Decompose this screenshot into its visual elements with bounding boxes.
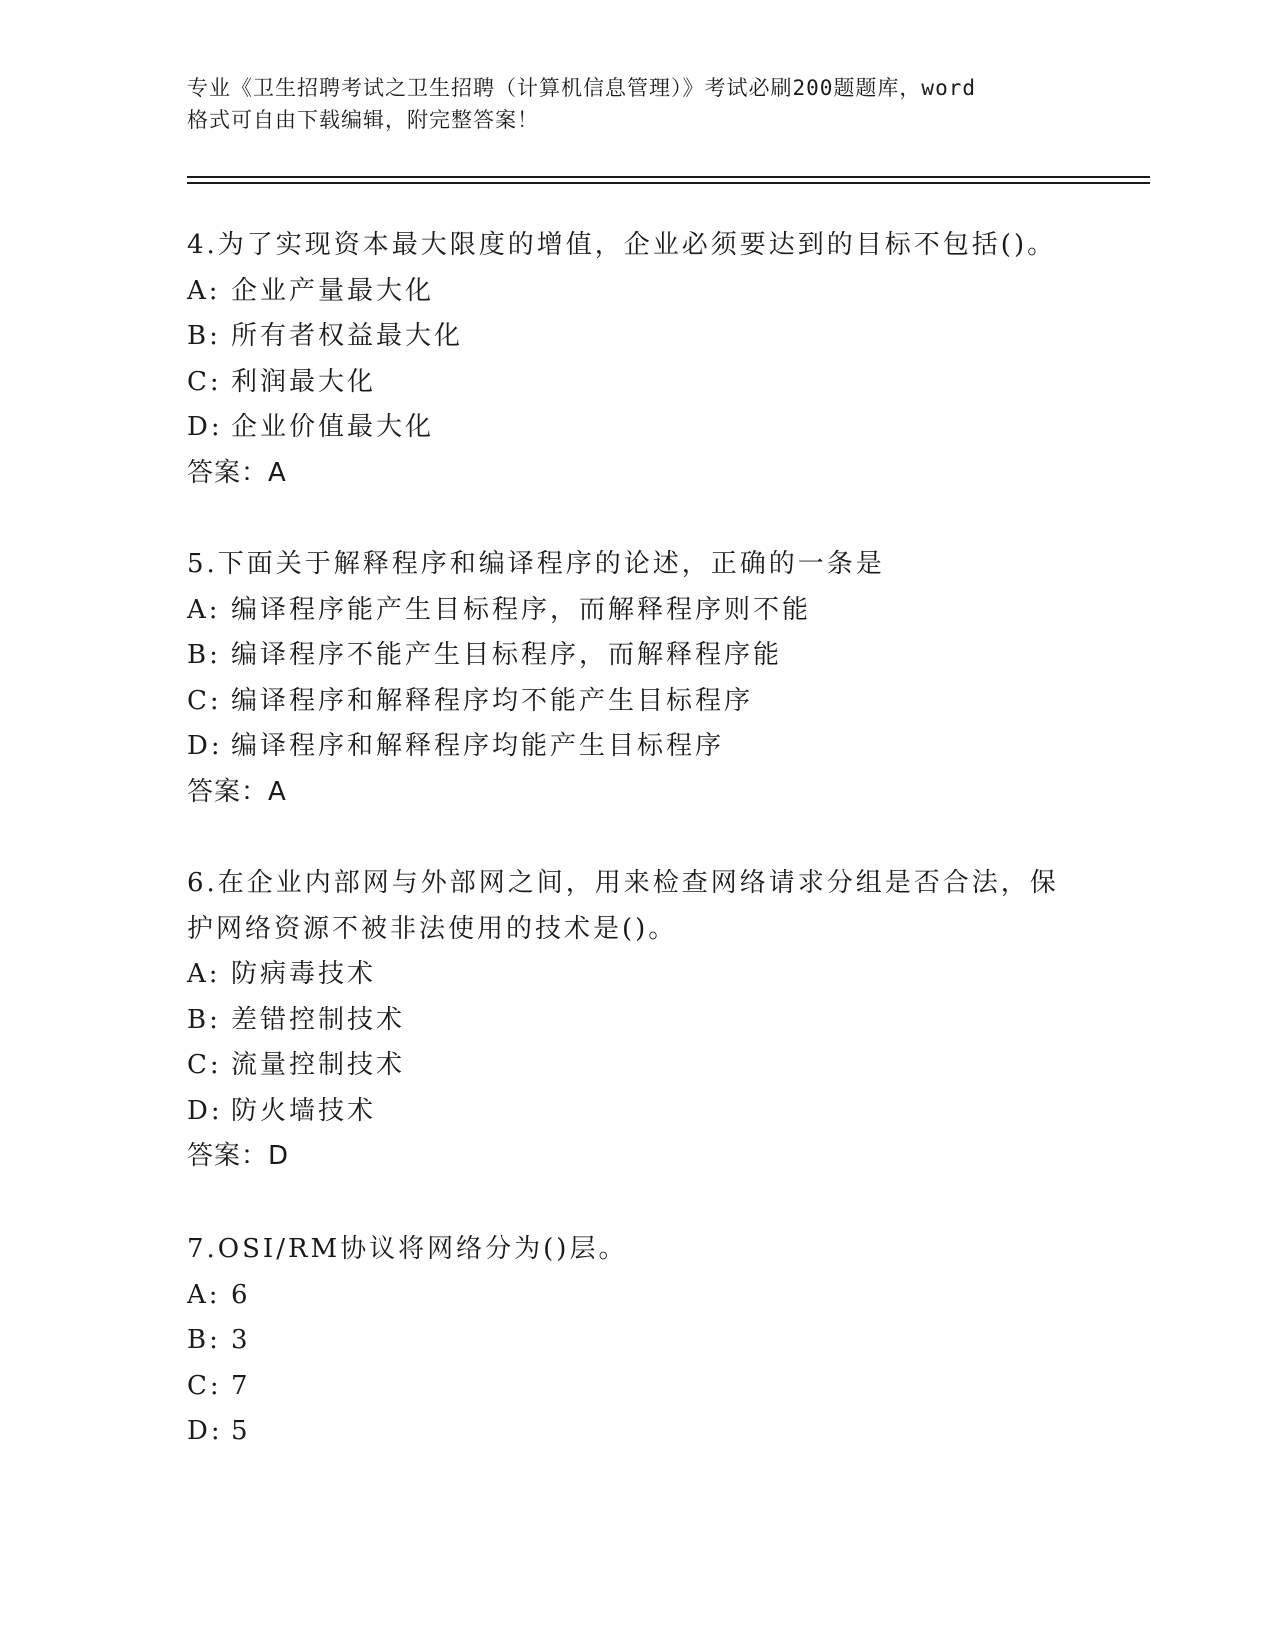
option-label: B: <box>187 1004 221 1035</box>
option-label: B: <box>187 640 221 670</box>
option-label: D: <box>187 1416 223 1446</box>
question-stem-line-2: 护网络资源不被非法使用的技术是()。 <box>187 913 678 944</box>
option-text: 7 <box>231 1370 251 1401</box>
question-stem: 5.下面关于解释程序和编译程序的论述，正确的一条是 <box>187 549 885 579</box>
option-text: 6 <box>231 1279 251 1310</box>
option-label: A: <box>187 959 221 989</box>
option-b <box>187 1318 1087 1364</box>
option-label: C: <box>187 366 222 397</box>
option-label: A: <box>187 275 221 306</box>
option-text: 防病毒技术 <box>231 959 377 989</box>
option-label: B: <box>187 1325 221 1355</box>
header-line-1: 专业《卫生招聘考试之卫生招聘（计算机信息管理）》考试必刷200题题库，word <box>187 76 976 100</box>
option-b <box>187 998 1087 1044</box>
option-text: 3 <box>231 1325 251 1355</box>
question-4 <box>187 223 1087 496</box>
option-b <box>187 314 1087 360</box>
option-text: 企业产量最大化 <box>231 275 435 306</box>
option-label: A: <box>187 594 221 625</box>
option-label: D: <box>187 1095 223 1126</box>
answer-line: 答案：A <box>187 457 287 488</box>
question-stem-line-1: 6.在企业内部网与外部网之间，用来检查网络请求分组是否合法，保 <box>187 868 1059 898</box>
option-text: 防火墙技术 <box>231 1095 377 1126</box>
option-c <box>187 1364 1087 1410</box>
option-label: D: <box>187 731 223 761</box>
header-divider-top <box>187 176 1150 178</box>
option-d <box>187 1409 1087 1455</box>
answer-line: 答案：A <box>187 776 287 807</box>
option-c <box>187 1043 1087 1089</box>
question-5 <box>187 542 1087 815</box>
option-label: C: <box>187 1050 222 1080</box>
option-d <box>187 724 1087 770</box>
document-header <box>187 72 1087 136</box>
option-a <box>187 588 1087 634</box>
option-text: 编译程序和解释程序均能产生目标程序 <box>231 731 725 761</box>
header-line-2: 格式可自由下载编辑，附完整答案！ <box>187 108 539 132</box>
question-stem: 7.OSI/RM协议将网络分为()层。 <box>187 1234 628 1264</box>
option-c <box>187 679 1087 725</box>
option-text: 流量控制技术 <box>231 1050 406 1080</box>
option-text: 编译程序能产生目标程序，而解释程序则不能 <box>231 594 812 625</box>
option-text: 编译程序不能产生目标程序，而解释程序能 <box>231 640 783 670</box>
option-d <box>187 1089 1087 1135</box>
option-d <box>187 405 1087 451</box>
option-text: 所有者权益最大化 <box>231 321 464 351</box>
option-label: A: <box>187 1279 221 1310</box>
option-a <box>187 269 1087 315</box>
question-6 <box>187 861 1087 1180</box>
option-label: C: <box>187 685 222 716</box>
option-text: 编译程序和解释程序均不能产生目标程序 <box>231 685 754 716</box>
option-text: 5 <box>231 1416 251 1446</box>
option-a <box>187 1273 1087 1319</box>
option-text: 差错控制技术 <box>231 1004 406 1035</box>
option-c <box>187 360 1087 406</box>
option-a <box>187 952 1087 998</box>
option-label: D: <box>187 412 223 442</box>
option-label: B: <box>187 321 221 351</box>
question-stem: 4.为了实现资本最大限度的增值，企业必须要达到的目标不包括()。 <box>187 230 1057 260</box>
option-text: 利润最大化 <box>231 366 377 397</box>
answer-line: 答案：D <box>187 1141 290 1171</box>
question-7 <box>187 1227 1087 1455</box>
option-text: 企业价值最大化 <box>231 412 435 442</box>
header-divider-bottom <box>187 182 1150 184</box>
option-label: C: <box>187 1370 222 1401</box>
option-b <box>187 633 1087 679</box>
